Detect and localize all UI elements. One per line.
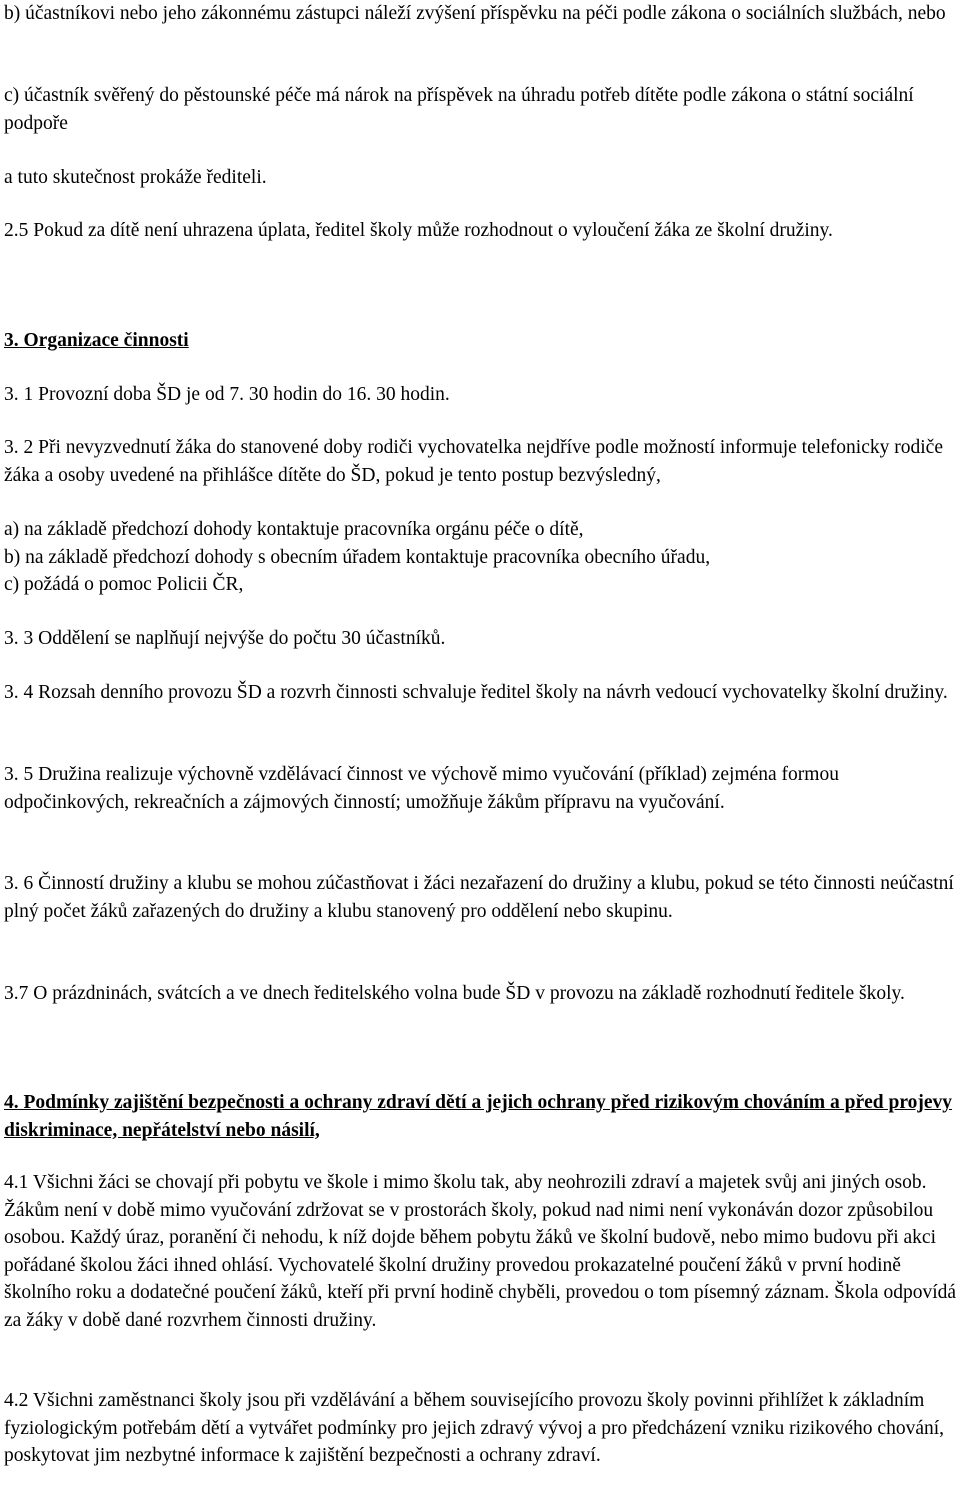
paragraph-3-6: 3. 6 Činností družiny a klubu se mohou zúčastňovat i žáci nezařazení do družiny a klubu, pokud se této činnosti neúčastní plný počet žáků zařazených do družiny a klubu stanovený pro oddělení nebo skupinu. — [4, 873, 954, 922]
paragraph-3-2-b: b) na základě předchozí dohody s obecním úřadem kontaktuje pracovníka obecního úřadu, — [4, 547, 711, 568]
paragraph-3-2: 3. 2 Při nevyzvednutí žáka do stanovené doby rodiči vychovatelka nejdříve podle možností informuje telefonicky rodiče žáka a osoby uvedené na přihlášce dítěte do ŠD, pokud je tento postup bezvýsledný, — [4, 437, 943, 486]
paragraph-3-4: 3. 4 Rozsah denního provozu ŠD a rozvrh činnosti schvaluje ředitel školy na návrh vedoucí vychovatelky školní družiny. — [4, 682, 948, 703]
section-heading-4: 4. Podmínky zajištění bezpečnosti a ochrany zdraví dětí a jejich ochrany před rizikovým chováním a před projevy diskriminace, nepřátelství nebo násilí, — [4, 1092, 953, 1141]
section-heading-3: 3. Organizace činnosti — [4, 330, 189, 351]
paragraph-4-2: 4.2 Všichni zaměstnanci školy jsou při vzdělávání a během souvisejícího provozu školy povinni přihlížet k základním fyziologickým potřebám dětí a vytvářet podmínky pro jejich zdravý vývoj a pro předcházení vzniku rizikového chování, poskytovat jim nezbytné informace k zajištění bezpečnosti a ochrany zdraví. — [4, 1390, 945, 1467]
paragraph-proof: a tuto skutečnost prokáže řediteli. — [4, 167, 267, 188]
paragraph-2-5: 2.5 Pokud za dítě není uhrazena úplata, ředitel školy může rozhodnout o vyloučení žáka ze školní družiny. — [4, 220, 833, 241]
paragraph-3-7: 3.7 O prázdninách, svátcích a ve dnech ředitelského volna bude ŠD v provozu na základě rozhodnutí ředitele školy. — [4, 983, 905, 1004]
paragraph-3-2-c: c) požádá o pomoc Policii ČR, — [4, 574, 244, 595]
paragraph-3-2-a: a) na základě předchozí dohody kontaktuje pracovníka orgánu péče o dítě, — [4, 519, 584, 540]
paragraph-4-1: 4.1 Všichni žáci se chovají při pobytu ve škole i mimo školu tak, aby neohrozili zdraví a majetek svůj ani jiných osob. Žákům není v době mimo vyučování zdržovat se v prostorách školy, pokud nad nimi není vykonáván dozor způsobilou osobou. Každý úraz, poranění či nehodu, k níž dojde během pobytu žáků ve školní budově, nebo mimo budovu při akci pořádané školou žáci ihned ohlásí. Vychovatelé školní družiny provedou prokazatelné poučení žáků v první hodině školního roku a dodatečné poučení žáků, kteří při první hodině chyběli, provedou o tom písemný záznam. Škola odpovídá za žáky v době dané rozvrhem činnosti družiny. — [4, 1172, 957, 1331]
paragraph-3-5: 3. 5 Družina realizuje výchovně vzdělávací činnost ve výchově mimo vyučování (příklad) zejména formou odpočinkových, rekreačních a zájmových činností; umožňuje žákům přípravu na vyučování. — [4, 764, 839, 813]
paragraph-3-1: 3. 1 Provozní doba ŠD je od 7. 30 hodin do 16. 30 hodin. — [4, 384, 450, 405]
paragraph-item-b: b) účastníkovi nebo jeho zákonnému zástupci náleží zvýšení příspěvku na péči podle zákona o sociálních službách, nebo — [4, 3, 946, 24]
paragraph-item-c: c) účastník svěřený do pěstounské péče má nárok na příspěvek na úhradu potřeb dítěte podle zákona o státní sociální podpoře — [4, 85, 914, 134]
paragraph-3-3: 3. 3 Oddělení se naplňují nejvýše do počtu 30 účastníků. — [4, 628, 446, 649]
